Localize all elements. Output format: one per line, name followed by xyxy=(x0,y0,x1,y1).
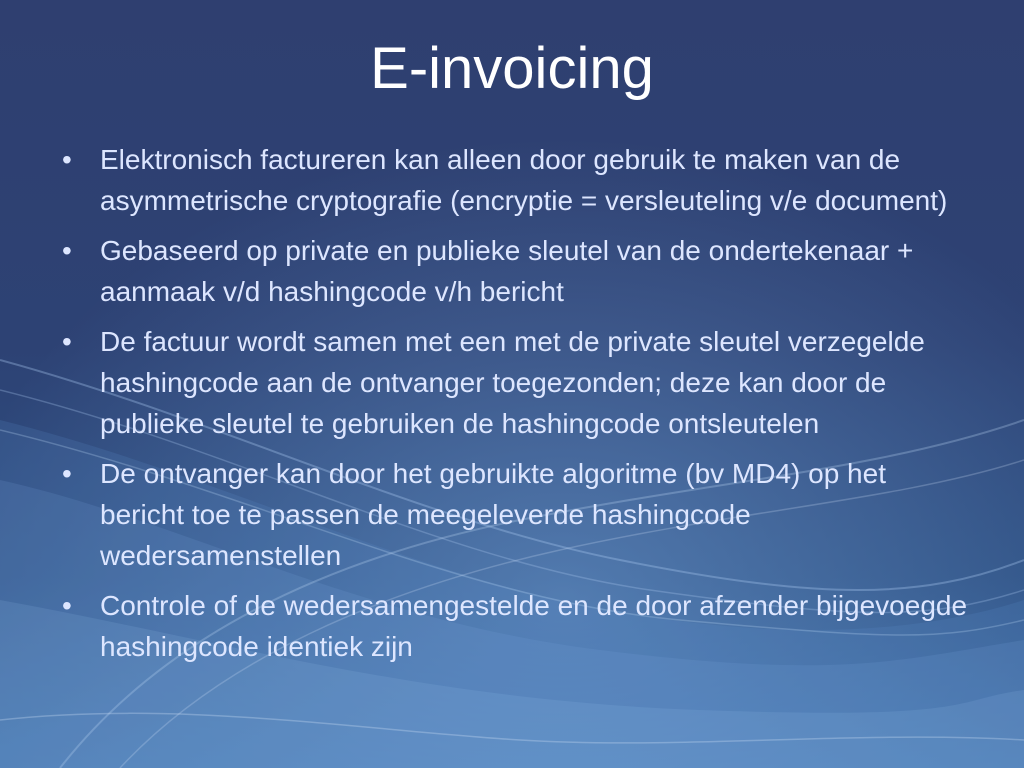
bullet-item xyxy=(56,453,976,576)
bullet-list xyxy=(56,139,976,676)
bullet-text: Gebaseerd op private en publieke sleutel van de ondertekenaar + aanmaak v/d hashingcode v/h bericht xyxy=(100,235,914,307)
bullet-marker: • xyxy=(62,326,72,357)
bullet-item xyxy=(56,585,976,667)
bullet-text: De ontvanger kan door het gebruikte algoritme (bv MD4) op het bericht toe te passen de meegeleverde hashingcode wedersamenstellen xyxy=(100,458,886,571)
bullet-text: Controle of de wedersamengestelde en de door afzender bijgevoegde hashingcode identiek zijn xyxy=(100,590,968,662)
bullet-text: Elektronisch factureren kan alleen door gebruik te maken van de asymmetrische cryptografie (encryptie = versleuteling v/e document) xyxy=(100,144,948,216)
bullet-text: De factuur wordt samen met een met de private sleutel verzegelde hashingcode aan de ontvanger toegezonden; deze kan door de publieke sleutel te gebruiken de hashingcode ontsleutelen xyxy=(100,326,925,439)
bullet-item xyxy=(56,321,976,444)
bullet-item xyxy=(56,139,976,221)
bullet-marker: • xyxy=(62,144,72,175)
bullet-marker: • xyxy=(62,458,72,489)
bullet-marker: • xyxy=(62,235,72,266)
bullet-marker: • xyxy=(62,590,72,621)
slide-title: E-invoicing xyxy=(370,36,654,101)
bullet-item xyxy=(56,230,976,312)
